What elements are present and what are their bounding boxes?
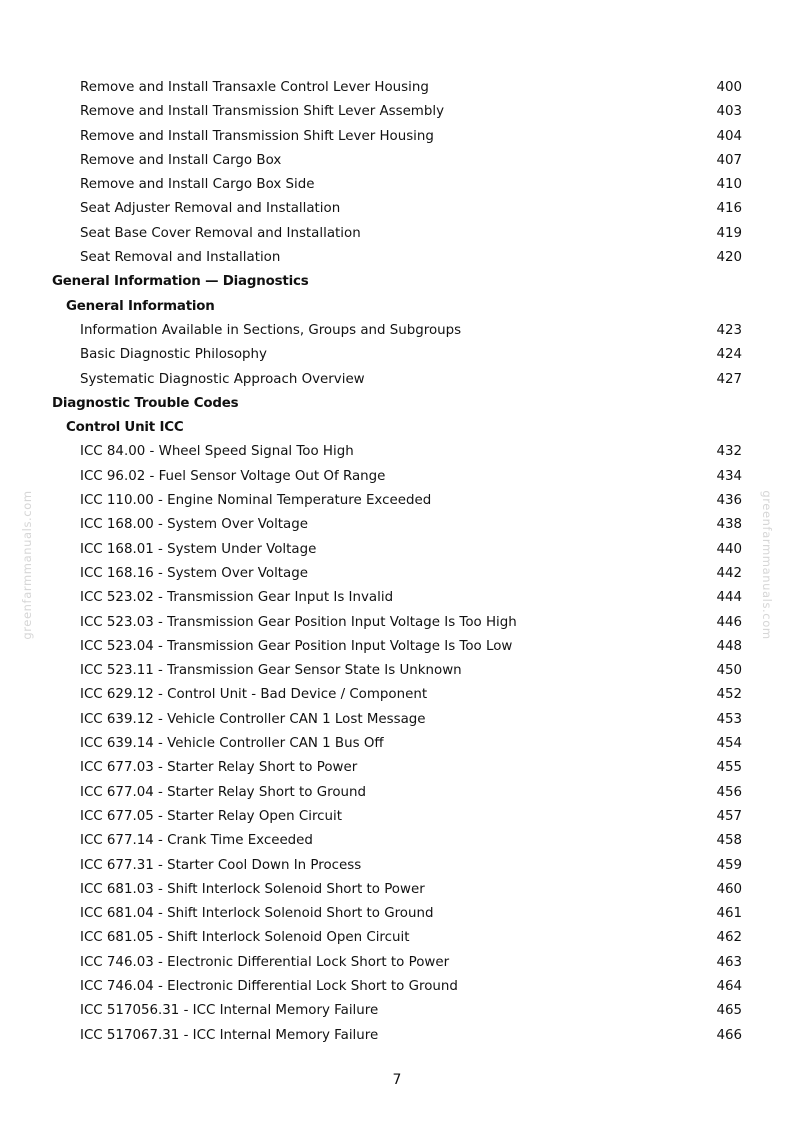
- toc-entry[interactable]: [0, 926, 794, 950]
- toc-entry-page: 454: [716, 736, 742, 752]
- toc-entry[interactable]: [0, 368, 794, 392]
- toc-entry-page: 458: [716, 833, 742, 849]
- toc-entry-title: ICC 517067.31 - ICC Internal Memory Failure: [80, 1027, 379, 1043]
- toc-entry-page: 465: [716, 1003, 742, 1019]
- toc-entry[interactable]: [0, 708, 794, 732]
- toc-entry-page: 438: [716, 517, 742, 533]
- toc-entry-title: ICC 681.05 - Shift Interlock Solenoid Open Circuit: [80, 930, 410, 946]
- toc-subheading[interactable]: [0, 295, 794, 319]
- toc-entry-title: ICC 681.03 - Shift Interlock Solenoid Short to Power: [80, 881, 425, 897]
- toc-entry-title: ICC 96.02 - Fuel Sensor Voltage Out Of Range: [80, 468, 386, 484]
- toc-entry[interactable]: [0, 878, 794, 902]
- toc-entry-title: Seat Removal and Installation: [80, 250, 281, 266]
- toc-entry[interactable]: [0, 999, 794, 1023]
- toc-entry-page: 453: [716, 711, 742, 727]
- watermark-right-text: greenfarmmanuals.com: [760, 490, 774, 640]
- toc-entry-title: ICC 110.00 - Engine Nominal Temperature Exceeded: [80, 493, 432, 509]
- toc-entry-title: Information Available in Sections, Groups and Subgroups: [80, 322, 462, 338]
- toc-entry-page: 410: [716, 177, 742, 193]
- toc-entry-title: General Information — Diagnostics: [52, 274, 309, 290]
- toc-entry-title: General Information: [66, 298, 215, 314]
- toc-entry-page: 452: [716, 687, 742, 703]
- toc-entry-page: 462: [716, 930, 742, 946]
- toc-entry[interactable]: [0, 635, 794, 659]
- toc-entry-page: 463: [716, 954, 742, 970]
- toc-entry[interactable]: [0, 902, 794, 926]
- toc-entry-page: 444: [716, 590, 742, 606]
- toc-entry-page: 450: [716, 663, 742, 679]
- toc-entry-title: Remove and Install Cargo Box: [80, 152, 282, 168]
- toc-entry-title: ICC 746.04 - Electronic Differential Lock Short to Ground: [80, 978, 458, 994]
- toc-entry-title: ICC 523.11 - Transmission Gear Sensor State Is Unknown: [80, 663, 462, 679]
- toc-entry[interactable]: [0, 246, 794, 270]
- toc-entry-title: ICC 168.16 - System Over Voltage: [80, 565, 308, 581]
- toc-entry-title: ICC 168.00 - System Over Voltage: [80, 517, 308, 533]
- toc-entry[interactable]: [0, 951, 794, 975]
- toc-entry-page: 455: [716, 760, 742, 776]
- toc-entry-title: ICC 677.05 - Starter Relay Open Circuit: [80, 808, 342, 824]
- toc-entry-title: ICC 168.01 - System Under Voltage: [80, 541, 317, 557]
- toc-heading[interactable]: [0, 270, 794, 294]
- toc-entry-title: Remove and Install Transmission Shift Lever Housing: [80, 128, 434, 144]
- toc-entry[interactable]: [0, 465, 794, 489]
- toc-entry-page: 420: [716, 250, 742, 266]
- toc-entry[interactable]: [0, 683, 794, 707]
- toc-entry-title: Seat Base Cover Removal and Installation: [80, 225, 361, 241]
- toc-entry-title: ICC 639.14 - Vehicle Controller CAN 1 Bus Off: [80, 736, 384, 752]
- toc-entry[interactable]: [0, 756, 794, 780]
- toc-entry-title: Basic Diagnostic Philosophy: [80, 347, 267, 363]
- toc-entry-page: 403: [716, 104, 742, 120]
- toc-entry-page: 440: [716, 541, 742, 557]
- toc-entry[interactable]: [0, 125, 794, 149]
- toc-entry-title: ICC 523.03 - Transmission Gear Position Input Voltage Is Too High: [80, 614, 517, 630]
- toc-entry[interactable]: [0, 100, 794, 124]
- toc-entry-title: ICC 677.31 - Starter Cool Down In Process: [80, 857, 362, 873]
- toc-entry[interactable]: [0, 149, 794, 173]
- toc-entry[interactable]: [0, 76, 794, 100]
- toc-entry-page: 427: [716, 371, 742, 387]
- toc-entry-title: Control Unit ICC: [66, 420, 184, 436]
- toc-entry-page: 460: [716, 881, 742, 897]
- toc-entry[interactable]: [0, 829, 794, 853]
- toc-entry-page: 457: [716, 808, 742, 824]
- toc-entry-title: ICC 677.03 - Starter Relay Short to Power: [80, 760, 358, 776]
- toc-entry[interactable]: [0, 659, 794, 683]
- table-of-contents: [0, 76, 794, 1048]
- toc-entry[interactable]: [0, 489, 794, 513]
- toc-entry-page: 419: [716, 225, 742, 241]
- toc-entry-page: 448: [716, 638, 742, 654]
- toc-entry-page: 464: [716, 978, 742, 994]
- toc-entry[interactable]: [0, 854, 794, 878]
- toc-entry[interactable]: [0, 222, 794, 246]
- toc-entry[interactable]: [0, 975, 794, 999]
- toc-entry-title: Systematic Diagnostic Approach Overview: [80, 371, 365, 387]
- toc-entry-title: Remove and Install Cargo Box Side: [80, 177, 315, 193]
- watermark-left-text: greenfarmmanuals.com: [20, 490, 34, 640]
- toc-entry-title: ICC 681.04 - Shift Interlock Solenoid Short to Ground: [80, 906, 434, 922]
- toc-entry-title: ICC 629.12 - Control Unit - Bad Device / Component: [80, 687, 428, 703]
- toc-subheading[interactable]: [0, 416, 794, 440]
- toc-entry-title: ICC 84.00 - Wheel Speed Signal Too High: [80, 444, 354, 460]
- toc-entry-page: 436: [716, 493, 742, 509]
- toc-entry-page: 404: [716, 128, 742, 144]
- toc-entry-page: 400: [716, 80, 742, 95]
- toc-entry-page: 466: [716, 1027, 742, 1043]
- toc-entry[interactable]: [0, 781, 794, 805]
- toc-entry-title: Diagnostic Trouble Codes: [52, 395, 239, 411]
- toc-entry[interactable]: [0, 538, 794, 562]
- toc-entry[interactable]: [0, 562, 794, 586]
- toc-entry-page: 434: [716, 468, 742, 484]
- toc-entry[interactable]: [0, 173, 794, 197]
- toc-entry[interactable]: [0, 197, 794, 221]
- toc-entry-title: ICC 677.14 - Crank Time Exceeded: [80, 833, 313, 849]
- toc-entry-title: ICC 746.03 - Electronic Differential Lock Short to Power: [80, 954, 450, 970]
- toc-entry[interactable]: [0, 319, 794, 343]
- toc-entry-title: ICC 677.04 - Starter Relay Short to Ground: [80, 784, 367, 800]
- toc-entry-title: ICC 523.02 - Transmission Gear Input Is Invalid: [80, 590, 394, 606]
- toc-entry[interactable]: [0, 611, 794, 635]
- toc-heading[interactable]: [0, 392, 794, 416]
- toc-entry-title: Remove and Install Transaxle Control Lever Housing: [80, 80, 429, 95]
- toc-entry-page: 461: [716, 906, 742, 922]
- toc-entry-title: Seat Adjuster Removal and Installation: [80, 201, 341, 217]
- toc-entry[interactable]: [0, 586, 794, 610]
- toc-entry[interactable]: [0, 1024, 794, 1048]
- toc-entry[interactable]: [0, 343, 794, 367]
- toc-entry[interactable]: [0, 732, 794, 756]
- toc-entry-title: ICC 639.12 - Vehicle Controller CAN 1 Lost Message: [80, 711, 426, 727]
- toc-entry-page: 456: [716, 784, 742, 800]
- toc-entry-page: 432: [716, 444, 742, 460]
- toc-entry-page: 442: [716, 565, 742, 581]
- toc-entry-title: ICC 523.04 - Transmission Gear Position Input Voltage Is Too Low: [80, 638, 513, 654]
- toc-entry-page: 423: [716, 322, 742, 338]
- toc-entry[interactable]: [0, 440, 794, 464]
- toc-entry-page: 446: [716, 614, 742, 630]
- page-number: 7: [392, 1072, 402, 1088]
- toc-entry-page: 416: [716, 201, 742, 217]
- toc-entry-page: 424: [716, 347, 742, 363]
- toc-entry-title: ICC 517056.31 - ICC Internal Memory Failure: [80, 1003, 379, 1019]
- toc-entry-page: 459: [716, 857, 742, 873]
- toc-entry[interactable]: [0, 805, 794, 829]
- toc-entry-page: 407: [716, 152, 742, 168]
- toc-entry-title: Remove and Install Transmission Shift Lever Assembly: [80, 104, 444, 120]
- toc-entry[interactable]: [0, 513, 794, 537]
